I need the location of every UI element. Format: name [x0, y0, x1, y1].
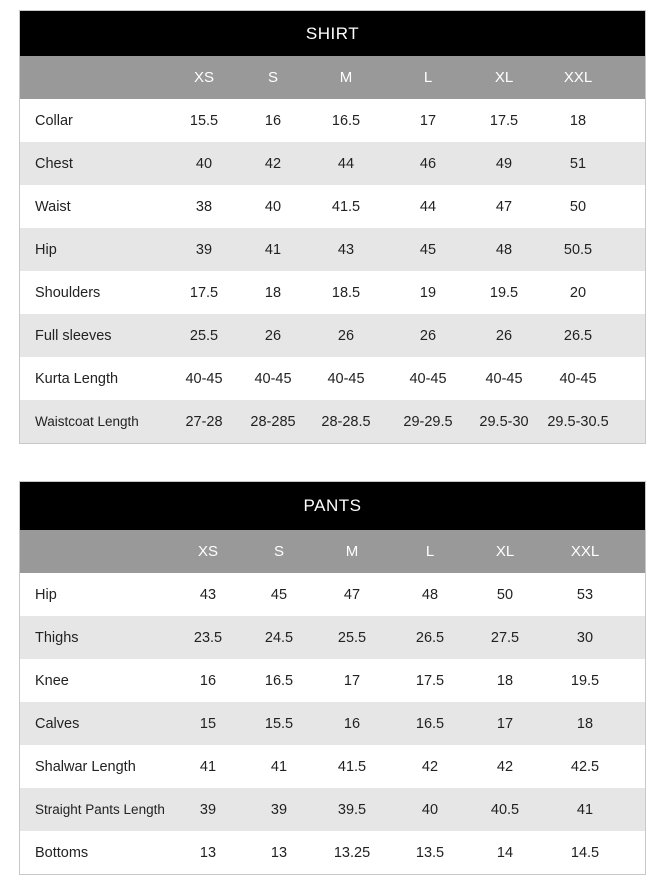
table-cell: 18 [264, 284, 282, 301]
table-cell: 26.5 [415, 629, 445, 646]
table-cell: 53 [576, 586, 594, 603]
row-label: Collar [35, 112, 73, 129]
row-label: Straight Pants Length [35, 802, 165, 817]
table-cell: 18 [576, 715, 594, 732]
row-label: Waistcoat Length [35, 414, 139, 429]
table-cell: 40-45 [254, 370, 292, 387]
table-cell: 14 [496, 844, 514, 861]
table-cell: 40-45 [185, 370, 223, 387]
table-cell: 40 [195, 155, 213, 172]
table-cell: 40-45 [559, 370, 597, 387]
table-cell: 40-45 [409, 370, 447, 387]
table-cell: 42 [264, 155, 282, 172]
table-row [20, 788, 645, 831]
size-header: XXL [563, 69, 593, 86]
size-header: XXL [570, 543, 600, 560]
table-cell: 13.5 [415, 844, 445, 861]
size-header: XS [193, 69, 215, 86]
table-cell: 39 [199, 801, 217, 818]
pants-size-header-row [20, 530, 645, 573]
table-cell: 44 [419, 198, 437, 215]
table-cell: 50 [496, 586, 514, 603]
shirt-size-table [19, 10, 646, 444]
table-cell: 16.5 [331, 112, 361, 129]
table-row [20, 616, 645, 659]
table-cell: 38 [195, 198, 213, 215]
table-cell: 17.5 [415, 672, 445, 689]
row-label: Waist [35, 198, 71, 215]
size-header: XL [495, 543, 515, 560]
table-cell: 47 [495, 198, 513, 215]
table-cell: 40 [264, 198, 282, 215]
table-cell: 26 [264, 327, 282, 344]
table-cell: 26 [337, 327, 355, 344]
table-cell: 42 [421, 758, 439, 775]
table-row [20, 142, 645, 185]
table-row [20, 357, 645, 400]
table-cell: 18 [496, 672, 514, 689]
table-cell: 40.5 [490, 801, 520, 818]
table-cell: 16 [264, 112, 282, 129]
row-label: Calves [35, 715, 80, 732]
row-label: Thighs [35, 629, 79, 646]
table-cell: 24.5 [264, 629, 294, 646]
table-cell: 17.5 [189, 284, 219, 301]
table-cell: 39 [270, 801, 288, 818]
row-label: Chest [35, 155, 73, 172]
table-cell: 40-45 [485, 370, 523, 387]
table-cell: 13 [270, 844, 288, 861]
table-row [20, 745, 645, 788]
table-cell: 45 [419, 241, 437, 258]
table-cell: 29.5-30.5 [547, 413, 609, 430]
table-cell: 15 [199, 715, 217, 732]
table-cell: 16.5 [264, 672, 294, 689]
table-cell: 29.5-30 [479, 413, 529, 430]
table-cell: 48 [421, 586, 439, 603]
table-cell: 27-28 [185, 413, 223, 430]
table-cell: 26 [495, 327, 513, 344]
row-label: Shoulders [35, 284, 101, 301]
row-label: Knee [35, 672, 69, 689]
table-cell: 26.5 [563, 327, 593, 344]
table-cell: 18.5 [331, 284, 361, 301]
table-cell: 17.5 [489, 112, 519, 129]
table-cell: 39 [195, 241, 213, 258]
pants-table-title: PANTS [20, 482, 645, 530]
table-cell: 25.5 [189, 327, 219, 344]
table-cell: 16.5 [415, 715, 445, 732]
table-cell: 39.5 [337, 801, 367, 818]
table-cell: 17 [343, 672, 361, 689]
table-cell: 47 [343, 586, 361, 603]
table-cell: 41 [199, 758, 217, 775]
table-cell: 40 [421, 801, 439, 818]
table-cell: 17 [496, 715, 514, 732]
table-cell: 49 [495, 155, 513, 172]
table-cell: 19 [419, 284, 437, 301]
table-cell: 42 [496, 758, 514, 775]
table-cell: 18 [569, 112, 587, 129]
row-label: Hip [35, 586, 57, 603]
table-cell: 27.5 [490, 629, 520, 646]
table-cell: 26 [419, 327, 437, 344]
table-row [20, 314, 645, 357]
table-cell: 46 [419, 155, 437, 172]
table-cell: 13 [199, 844, 217, 861]
size-header: S [273, 543, 285, 560]
table-row [20, 99, 645, 142]
size-header: M [339, 69, 353, 86]
size-header: XS [197, 543, 219, 560]
table-cell: 17 [419, 112, 437, 129]
row-label: Shalwar Length [35, 758, 136, 775]
table-row [20, 659, 645, 702]
table-cell: 16 [199, 672, 217, 689]
table-row [20, 400, 645, 443]
table-row [20, 702, 645, 745]
table-row [20, 573, 645, 616]
table-cell: 41.5 [331, 198, 361, 215]
table-cell: 45 [270, 586, 288, 603]
table-cell: 19.5 [570, 672, 600, 689]
row-label: Hip [35, 241, 57, 258]
table-cell: 44 [337, 155, 355, 172]
table-cell: 28-285 [250, 413, 296, 430]
table-cell: 40-45 [327, 370, 365, 387]
size-header: L [425, 543, 435, 560]
table-cell: 30 [576, 629, 594, 646]
table-cell: 41 [576, 801, 594, 818]
size-header: L [423, 69, 433, 86]
row-label: Bottoms [35, 844, 89, 861]
table-cell: 50 [569, 198, 587, 215]
size-header: M [345, 543, 359, 560]
table-cell: 23.5 [193, 629, 223, 646]
table-cell: 20 [569, 284, 587, 301]
table-cell: 41 [264, 241, 282, 258]
table-cell: 25.5 [337, 629, 367, 646]
size-header: XL [494, 69, 514, 86]
table-cell: 41 [270, 758, 288, 775]
table-cell: 48 [495, 241, 513, 258]
table-cell: 42.5 [570, 758, 600, 775]
table-cell: 41.5 [337, 758, 367, 775]
table-cell: 50.5 [563, 241, 593, 258]
row-label: Kurta Length [35, 370, 119, 387]
table-row [20, 185, 645, 228]
table-row [20, 271, 645, 314]
table-cell: 43 [337, 241, 355, 258]
table-cell: 28-28.5 [321, 413, 371, 430]
table-cell: 19.5 [489, 284, 519, 301]
table-cell: 16 [343, 715, 361, 732]
row-label: Full sleeves [35, 327, 112, 344]
table-cell: 14.5 [570, 844, 600, 861]
shirt-table-title: SHIRT [20, 11, 645, 56]
shirt-size-header-row [20, 56, 645, 99]
table-cell: 15.5 [264, 715, 294, 732]
table-cell: 51 [569, 155, 587, 172]
table-cell: 29-29.5 [403, 413, 453, 430]
table-cell: 13.25 [333, 844, 371, 861]
table-cell: 43 [199, 586, 217, 603]
table-row [20, 831, 645, 874]
size-header: S [267, 69, 279, 86]
table-cell: 15.5 [189, 112, 219, 129]
pants-size-table [19, 481, 646, 875]
table-row [20, 228, 645, 271]
